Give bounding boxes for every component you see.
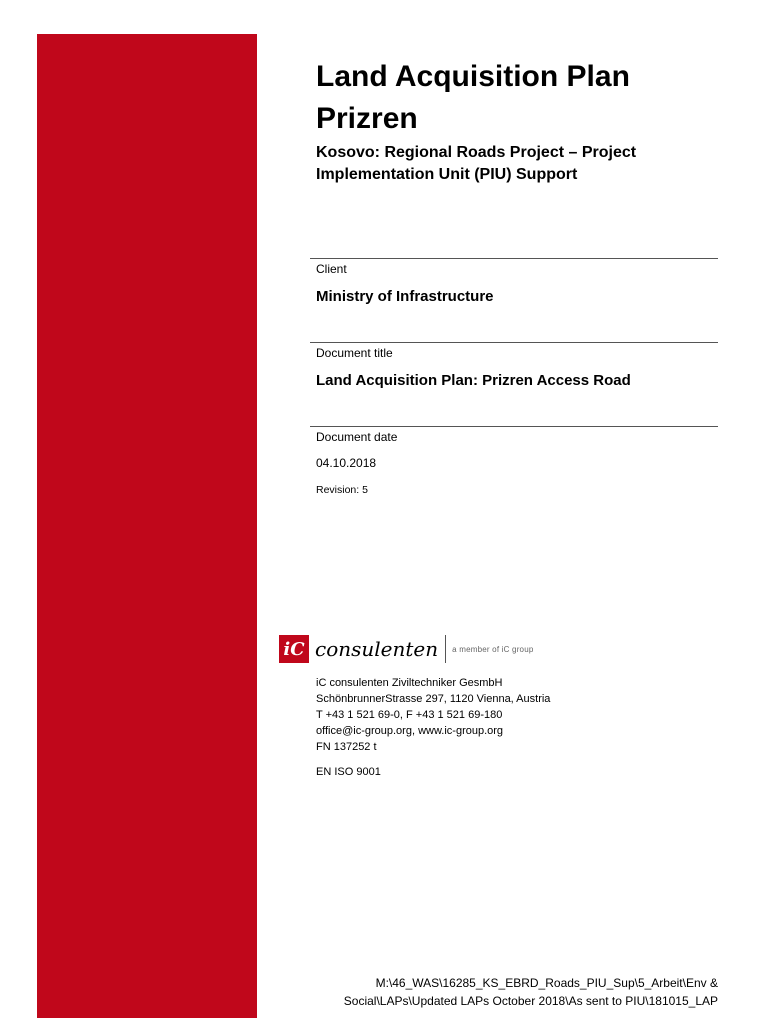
client-value: Ministry of Infrastructure bbox=[316, 288, 494, 305]
company-contact: office@ic-group.org, www.ic-group.org bbox=[316, 725, 504, 737]
company-registration: FN 137252 t bbox=[316, 741, 377, 753]
file-path-line-1: M:\46_WAS\16285_KS_EBRD_Roads_PIU_Sup\5_Arbeit\Env & bbox=[375, 976, 718, 990]
document-title-label: Document title bbox=[316, 346, 393, 360]
document-title-divider bbox=[310, 342, 718, 343]
document-date-divider bbox=[310, 426, 718, 427]
document-date-label: Document date bbox=[316, 430, 398, 444]
file-path-line-2: Social\LAPs\Updated LAPs October 2018\As sent to PIU\181015_LAP bbox=[343, 994, 718, 1008]
company-phone: T +43 1 521 69-0, F +43 1 521 69-180 bbox=[316, 709, 503, 721]
iso-certification: EN ISO 9001 bbox=[316, 766, 381, 778]
company-address-block bbox=[316, 675, 550, 755]
company-name: iC consulenten Ziviltechniker GesmbH bbox=[316, 677, 503, 689]
logo-separator bbox=[445, 635, 446, 663]
subtitle-line-1: Kosovo: Regional Roads Project – Project bbox=[316, 144, 637, 161]
title-line-1: Land Acquisition Plan bbox=[316, 60, 630, 93]
client-label: Client bbox=[316, 262, 347, 276]
logo-tagline: a member of iC group bbox=[452, 644, 534, 654]
logo-wordmark: consulenten bbox=[315, 637, 439, 661]
document-subtitle bbox=[316, 142, 716, 186]
subtitle-line-2: Implementation Unit (PIU) Support bbox=[316, 166, 578, 183]
revision-text: Revision: 5 bbox=[316, 484, 368, 496]
title-line-2: Prizren bbox=[316, 102, 418, 135]
document-main-title bbox=[316, 56, 736, 140]
client-divider bbox=[310, 258, 718, 259]
red-cover-band bbox=[37, 34, 257, 1018]
ic-logo-mark: iC bbox=[279, 635, 309, 663]
document-title-value: Land Acquisition Plan: Prizren Access Road bbox=[316, 372, 631, 389]
ic-consulenten-logo bbox=[279, 634, 534, 664]
file-path-footer bbox=[298, 974, 718, 1010]
company-street: SchönbrunnerStrasse 297, 1120 Vienna, Austria bbox=[316, 693, 551, 705]
document-date-value: 04.10.2018 bbox=[316, 456, 377, 470]
